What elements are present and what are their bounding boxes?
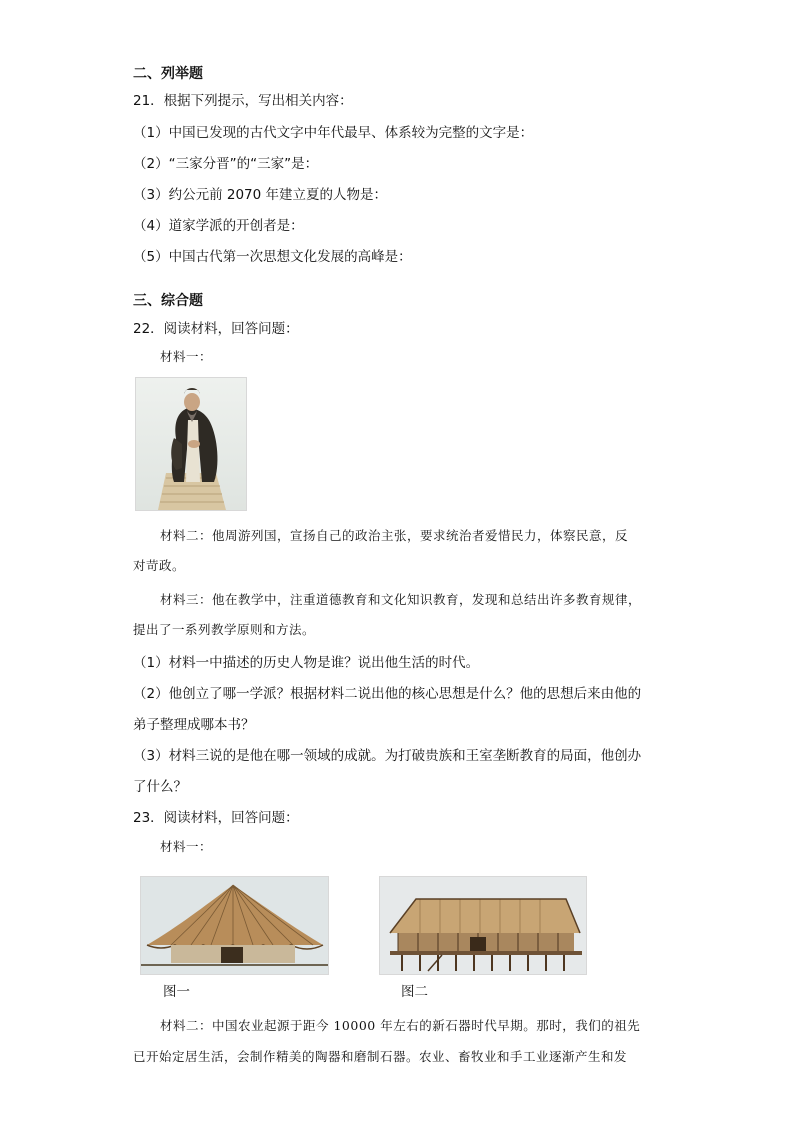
material-label: 材料一： [160,839,213,854]
question-21-item: （5）中国古代第一次思想文化发展的高峰是： [133,249,412,265]
material-text: 提出了一系列教学原则和方法。 [133,622,316,637]
material-text: 材料三：他在教学中，注重道德教育和文化知识教育，发现和总结出许多教育规律， [160,592,642,607]
question-22-sub: （3）材料三说的是他在哪一领域的成就。为打破贵族和王室垄断教育的局面，他创办 [133,748,642,764]
question-22-stem: 22．阅读材料，回答问题： [133,321,299,337]
material-text: 已开始定居生活，会制作精美的陶器和磨制石器。农业、畜牧业和手工业逐渐产生和发 [133,1049,628,1064]
figure-caption: 图一 [163,984,190,1000]
section-title: 三、综合题 [133,293,203,309]
question-22-sub: （2）他创立了哪一学派？根据材料二说出他的核心思想是什么？他的思想后来由他的 [133,686,642,702]
round-hut-image [140,876,329,975]
question-22-sub: （1）材料一中描述的历史人物是谁？说出他生活的时代。 [133,655,480,671]
material-label: 材料一： [160,349,213,364]
question-21-item: （4）道家学派的开创者是： [133,218,304,234]
material-text: 对苛政。 [133,558,186,573]
question-23-stem: 23．阅读材料，回答问题： [133,810,299,826]
question-21-item: （1）中国已发现的古代文字中年代最早、体系较为完整的文字是： [133,125,534,141]
question-21-stem: 21．根据下列提示，写出相关内容： [133,93,353,109]
material-text: 材料二：他周游列国，宣扬自己的政治主张，要求统治者爱惜民力，体察民意，反 [160,528,629,543]
question-22-sub: 弟子整理成哪本书？ [133,717,255,733]
stilt-house-image [379,876,587,975]
figure-caption: 图二 [401,984,428,1000]
confucius-portrait-image [135,377,247,511]
question-21-item: （2）“三家分晋”的“三家”是： [133,156,319,172]
question-21-item: （3）约公元前 2070 年建立夏的人物是： [133,187,388,203]
question-22-sub: 了什么？ [133,779,187,795]
material-text: 材料二：中国农业起源于距今 10000 年左右的新石器时代早期。那时，我们的祖先 [160,1018,641,1033]
section-title: 二、列举题 [133,66,203,82]
